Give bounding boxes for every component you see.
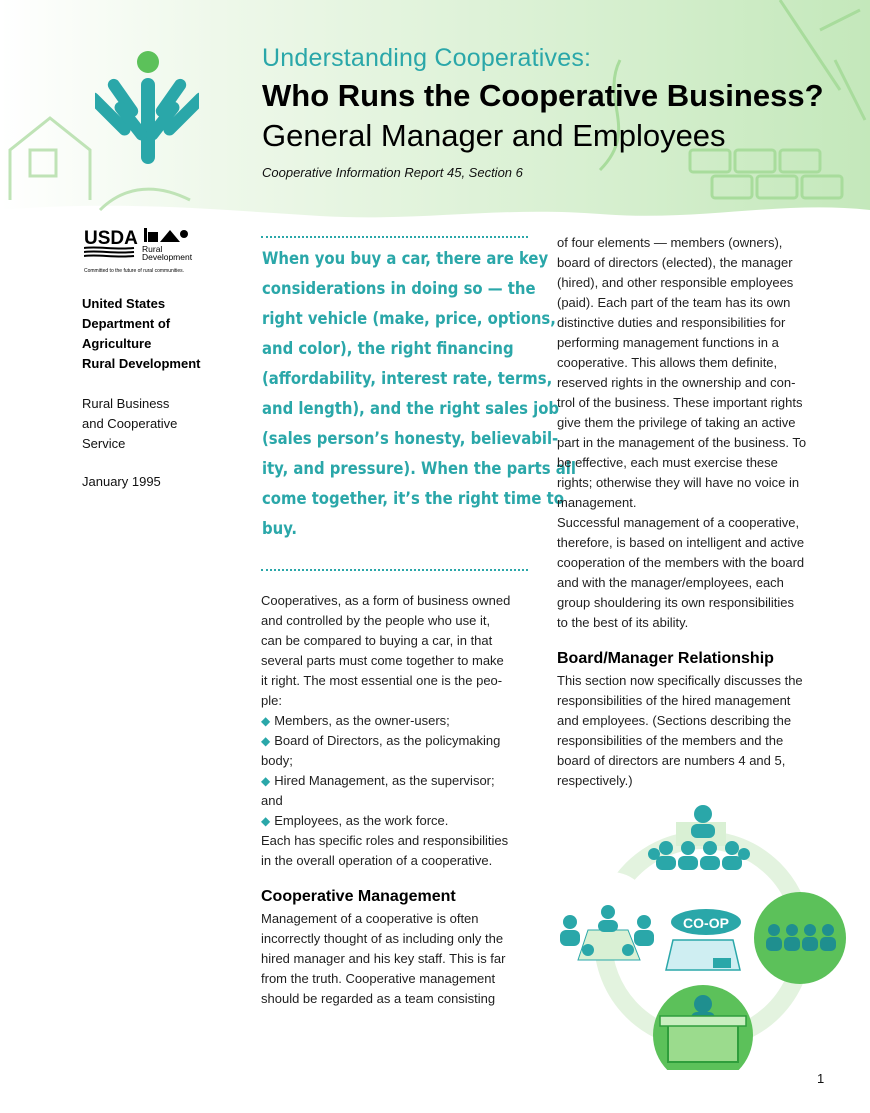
usda-logo-text: USDA xyxy=(84,228,138,249)
body-line: and with the manager/employees, each xyxy=(557,575,784,590)
body-line: distinctive duties and responsibilities for xyxy=(557,315,786,330)
board-table-icon xyxy=(560,872,654,960)
list-item-continued: and xyxy=(261,793,283,808)
document-subtitle: General Manager and Employees xyxy=(262,118,726,153)
list-item: ◆ Employees, as the work force. xyxy=(261,813,449,828)
header-banner xyxy=(0,0,870,232)
pullquote-line: and length), and the right sales job xyxy=(262,399,560,418)
body-line: it right. The most essential one is the peo- xyxy=(261,673,503,688)
body-line: cooperative. This allows them definite, xyxy=(557,355,778,370)
body-line: responsibilities of the members and the xyxy=(557,733,784,748)
body-line: incorrectly thought of as including only the xyxy=(261,931,504,946)
diamond-bullet-icon: ◆ xyxy=(261,734,271,748)
pullquote-line: come together, it’s the right time to xyxy=(262,489,564,508)
body-line: respectively.) xyxy=(557,773,633,788)
body-line: Cooperatives, as a form of business owned xyxy=(261,593,511,608)
body-line: board of directors are numbers 4 and 5, xyxy=(557,753,786,768)
agency-name xyxy=(82,294,200,374)
section-heading-cooperative-management: Cooperative Management xyxy=(261,888,456,905)
page-number: 1 xyxy=(817,1071,825,1086)
usda-logo-tagline: Committed to the future of rural communities. xyxy=(84,268,185,274)
body-line: cooperation of the members with the board xyxy=(557,555,805,570)
body-line: of four elements — members (owners), xyxy=(557,235,783,250)
body-line: give them the privilege of taking an active xyxy=(557,415,796,430)
body-line: Management of a cooperative is often xyxy=(261,911,479,926)
section-heading-board-manager: Board/Manager Relationship xyxy=(557,650,774,667)
pullquote-top-rule xyxy=(261,236,528,238)
body-line: responsibilities of the hired management xyxy=(557,693,791,708)
body-line: be effective, each must exercise these xyxy=(557,455,778,470)
manager-desk-icon xyxy=(653,985,753,1070)
pullquote-line: and color), the right financing xyxy=(262,339,514,358)
body-line: to the best of its ability. xyxy=(557,615,689,630)
diamond-bullet-icon: ◆ xyxy=(261,714,271,728)
pullquote-line: (sales person’s honesty, believabil- xyxy=(262,429,559,448)
list-item-continued: body; xyxy=(261,753,293,768)
body-line: Successful management of a cooperative, xyxy=(557,515,800,530)
usda-logo-rural: Rural xyxy=(142,244,163,254)
body-line: hired manager and his key staff. This is far xyxy=(261,951,506,966)
document-title: Who Runs the Cooperative Business? xyxy=(262,78,824,113)
body-line: should be regarded as a team consisting xyxy=(261,991,496,1006)
pull-quote xyxy=(262,244,576,544)
pullquote-line: ity, and pressure). When the parts all xyxy=(262,459,576,478)
pullquote-line: right vehicle (make, price, options, xyxy=(262,309,556,328)
body-line: reserved rights in the ownership and con- xyxy=(557,375,796,390)
body-line: performing management functions in a xyxy=(557,335,779,350)
body-line: in the overall operation of a cooperative. xyxy=(261,853,493,868)
service-line: and Cooperative xyxy=(82,416,178,431)
pullquote-bottom-rule xyxy=(261,569,528,571)
agency-line: Agriculture xyxy=(82,336,152,351)
pullquote-line: When you buy a car, there are key xyxy=(262,249,549,268)
body-line: board of directors (elected), the manager xyxy=(557,255,793,270)
cooperative-tree-logo xyxy=(95,48,199,168)
body-line: management. xyxy=(557,495,637,510)
diamond-bullet-icon: ◆ xyxy=(261,774,271,788)
service-name xyxy=(82,394,177,454)
body-line: (paid). Each part of the team has its own xyxy=(557,295,791,310)
body-line: This section now specifically discusses the xyxy=(557,673,803,688)
service-line: Rural Business xyxy=(82,396,170,411)
diamond-bullet-icon: ◆ xyxy=(261,814,271,828)
body-line: rights; otherwise they will have no voice in xyxy=(557,475,800,490)
agency-line: Rural Development xyxy=(82,356,201,371)
usda-logo xyxy=(84,224,196,276)
list-item: ◆ Board of Directors, as the policymaking xyxy=(261,733,501,748)
body-line: can be compared to buying a car, in that xyxy=(261,633,493,648)
body-line: several parts must come together to make xyxy=(261,653,504,668)
employees-group-icon xyxy=(754,892,846,984)
report-number: Cooperative Information Report 45, Section 6 xyxy=(262,165,523,180)
publication-date: January 1995 xyxy=(82,474,161,489)
body-line: Each has specific roles and responsibilities xyxy=(261,833,509,848)
body-line: group shouldering its own responsibilities xyxy=(557,595,795,610)
body-column-right xyxy=(557,233,833,791)
body-line: and employees. (Sections describing the xyxy=(557,713,792,728)
pullquote-line: considerations in doing so — the xyxy=(262,279,536,298)
body-line: from the truth. Cooperative management xyxy=(261,971,496,986)
pullquote-line: buy. xyxy=(262,519,297,538)
service-line: Service xyxy=(82,436,126,451)
usda-logo-development: Development xyxy=(142,252,193,262)
coop-building-icon xyxy=(666,908,742,970)
list-item: ◆ Hired Management, as the supervisor; xyxy=(261,773,495,788)
body-column-left xyxy=(261,591,537,1009)
body-line: ple: xyxy=(261,693,282,708)
pullquote-line: (affordability, interest rate, terms, xyxy=(262,369,553,388)
body-line: therefore, is based on intelligent and active xyxy=(557,535,805,550)
body-line: trol of the business. These important rights xyxy=(557,395,803,410)
body-line: (hired), and other responsible employees xyxy=(557,275,794,290)
list-item: ◆ Members, as the owner-users; xyxy=(261,713,450,728)
body-line: part in the management of the business. To xyxy=(557,435,807,450)
agency-line: United States xyxy=(82,296,166,311)
cooperative-team-illustration xyxy=(548,800,858,1070)
body-line: and controlled by the people who use it, xyxy=(261,613,491,628)
coop-sign-text: CO-OP xyxy=(683,915,729,931)
agency-line: Department of xyxy=(82,316,171,331)
series-title: Understanding Cooperatives: xyxy=(262,44,592,72)
